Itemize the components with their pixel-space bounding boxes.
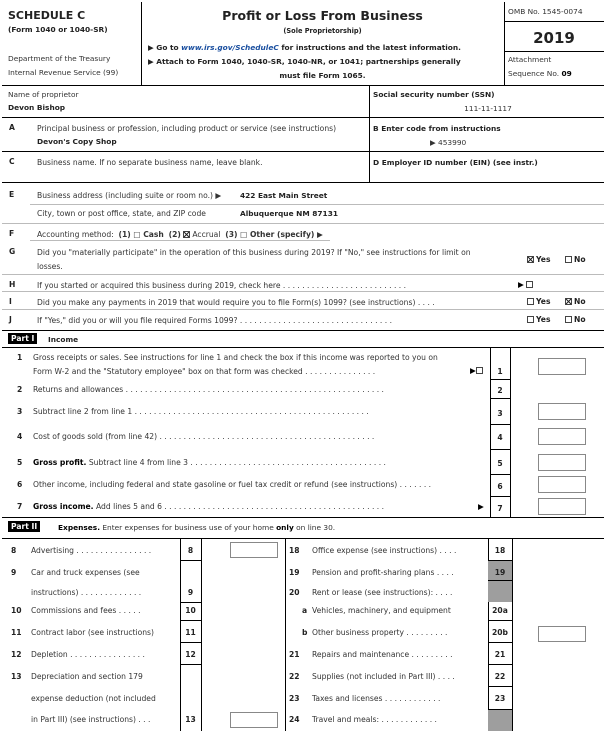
line-5-bold: Gross profit. [33,458,87,467]
expense-line-label: Advertising . . . . . . . . . . . . . . . . [31,546,152,555]
expense-box-number: 21 [494,650,506,659]
line-e-letter: E [9,190,15,199]
line-4-number: 4 [17,432,23,441]
part2-title [58,523,335,532]
line-6-number: 6 [17,480,23,489]
tax-year: 2019 [533,29,575,47]
line-7-number: 7 [17,502,23,511]
expense-box-number: 12 [185,650,196,659]
i-yes-checkbox[interactable] [527,298,534,305]
i-no-checkbox[interactable] [565,298,572,305]
expense-box-number: 9 [187,588,194,597]
line-6-box-number: 6 [497,482,503,491]
expense-line-number: 19 [289,568,300,577]
part2-title-bold: Expenses. [58,523,100,532]
principal-business-value[interactable]: Devon's Copy Shop [37,137,117,146]
expense-line-number: 23 [289,694,300,703]
expense-line-number: 8 [11,546,17,555]
line-j-label: If "Yes," did you or will you file required Forms 1099? . . . . . . . . . . . . . . . . . . . . . . . . . . . . . . . . [37,316,392,325]
city-label: City, town or post office, state, and ZIP code [37,209,206,218]
line-a-label: Principal business or profession, including product or service (see instructions) [37,124,337,133]
attach-line-2: must file Form 1065. [279,71,366,80]
line-g-label-1: Did you "materially participate" in the operation of this business during 2019? If "No," see instructions for limit on [37,248,471,257]
g-no-option[interactable] [565,255,586,264]
line-c-label: Business name. If no separate business name, leave blank. [37,158,263,167]
expense-line-label: Rent or lease (see instructions): . . . . [312,588,453,597]
line-a-letter: A [9,123,15,132]
expense-line-label: Depreciation and section 179 [31,672,143,681]
line-1-text-2: Form W-2 and the "Statutory employee" box on that form was checked . . . . . . . . . . . . . . . [33,367,376,376]
expense-line-label: Contract labor (see instructions) [31,628,154,637]
expense-line-label: in Part III) (see instructions) . . . [31,715,151,724]
expense-line-label: Repairs and maintenance . . . . . . . . . [312,650,453,659]
part1-tag: Part I [8,333,37,344]
part2-title-text-2: on line 30. [293,523,336,532]
expense-line-number: a [302,606,308,615]
line-4-input[interactable] [538,428,586,445]
attach-line-1: ▶ Attach to Form 1040, 1040-SR, 1040-NR, or 1041; partnerships generally [148,57,461,66]
line-3-number: 3 [17,407,23,416]
line-b-label: B Enter code from instructions [373,124,501,133]
expense-line-number: 13 [11,672,22,681]
expense-line-number: 21 [289,650,300,659]
i-no-label: No [574,297,586,306]
department-line-2: Internal Revenue Service (99) [8,68,119,77]
ssn-label: Social security number (SSN) [373,90,495,99]
i-no-option[interactable] [565,297,586,306]
line-1-check[interactable] [470,366,485,375]
expense-line-number: 9 [11,568,17,577]
expense-box-number: 11 [185,628,196,637]
line-20-shade [488,560,512,602]
j-yes-option[interactable] [527,315,550,324]
i-yes-label: Yes [536,297,551,306]
j-yes-label: Yes [536,315,551,324]
expense-box-number: 18 [494,546,506,555]
business-code-value[interactable]: ▶ 453990 [430,138,467,147]
line-1-number: 1 [17,353,23,362]
business-address-value[interactable]: 422 East Main Street [240,191,328,200]
accrual-label: Accrual [192,230,221,239]
line-3-input[interactable] [538,403,586,420]
expense-line-number: 20 [289,588,300,597]
line-7-text: Add lines 5 and 6 . . . . . . . . . . . . . . . . . . . . . . . . . . . . . . . . . . . . . . . . . . . . . . [93,502,385,511]
j-no-checkbox[interactable] [565,316,572,323]
g-no-checkbox[interactable] [565,256,572,263]
line-6-text: Other income, including federal and state gasoline or fuel tax credit or refund (see instructions) . . . . . . . [33,480,432,489]
sequence-number: 09 [561,69,572,78]
line-g-label-2: losses. [37,262,63,271]
expense-line-number: 12 [11,650,22,659]
h-checkbox[interactable] [526,281,533,288]
line-5-label [33,458,386,467]
cash-option[interactable]: (1) □ Cash [118,230,164,239]
line-7-label [33,502,384,511]
proprietor-name[interactable]: Devon Bishop [8,103,66,112]
expense-line-label: Commissions and fees . . . . . [31,606,141,615]
sequence-label [508,69,572,78]
form-title: Profit or Loss From Business [222,8,423,23]
line-h-letter: H [9,280,16,289]
omb-number: OMB No. 1545-0074 [508,7,583,16]
other-option[interactable]: (3) □ Other (specify) ▶ [225,230,323,239]
h-checkbox-group[interactable] [518,280,535,289]
expense-line-number: 18 [289,546,300,555]
line-5-box-number: 5 [497,459,503,468]
line-7-input[interactable] [538,498,586,515]
goto-instructions [148,43,461,52]
j-no-label: No [574,315,586,324]
expense-box-number: 19 [494,568,506,577]
part2-tag: Part II [8,521,40,532]
expense-box-number: 22 [494,672,506,681]
line-e-label: Business address (including suite or room no.) ▶ [37,191,222,200]
line-4-box-number: 4 [497,433,503,442]
line-d-label: D Employer ID number (EIN) (see instr.) [373,158,538,167]
line-c-letter: C [9,157,15,166]
statutory-employee-checkbox[interactable] [476,367,483,374]
g-yes-label: Yes [536,255,551,264]
j-no-option[interactable] [565,315,586,324]
expense-line-label: Car and truck expenses (see [31,568,140,577]
line-7-arrow: ▶ [478,502,484,511]
expense-line-number: 22 [289,672,300,681]
expense-box-number: 20a [492,606,508,615]
line-j-letter: J [9,315,12,324]
expense-line-label: Supplies (not included in Part III) . . . . [312,672,455,681]
g-no-label: No [574,255,586,264]
expense-line-label: instructions) . . . . . . . . . . . . . [31,588,142,597]
h-arrow: ▶ [518,280,524,289]
line-3-box-number: 3 [497,409,503,418]
expense-box-number: 10 [185,606,196,615]
g-yes-checkbox[interactable] [527,256,534,263]
line-7-bold: Gross income. [33,502,94,511]
accrual-checkbox[interactable] [183,231,190,238]
expense-line-label: expense deduction (not included [31,694,156,703]
expense-box-number: 8 [187,546,194,555]
g-yes-option[interactable] [527,255,550,264]
line-1-text-1: Gross receipts or sales. See instructions for line 1 and check the box if this income was reported to you on [33,353,438,362]
expense-box-number: 20b [491,628,508,637]
expense-line-label: Depletion . . . . . . . . . . . . . . . . [31,650,145,659]
line-1-box-number: 1 [497,367,503,376]
line-f-letter: F [9,229,15,238]
line-2-box-number: 2 [497,386,503,395]
expense-box-number: 23 [494,694,506,703]
accounting-method-label: Accounting method: [37,230,114,239]
line-g-letter: G [9,247,16,256]
part1-title: Income [48,335,79,344]
line-5-input[interactable] [538,454,586,471]
expense-box-number: 13 [185,715,196,724]
expense-line-number: 24 [289,715,300,724]
sequence-text: Sequence No. [508,69,562,78]
line-2-number: 2 [17,385,23,394]
line-i-letter: I [9,297,12,306]
line-24-shade [488,709,512,731]
accrual-number: (2) [168,230,181,239]
expense-line-label: Vehicles, machinery, and equipment [312,606,451,615]
line-5-number: 5 [17,458,23,467]
line-4-text: Cost of goods sold (from line 42) . . . . . . . . . . . . . . . . . . . . . . . . . . . . . . . . . . . . . . . . . . . . . [33,432,375,441]
expense-line-label: Office expense (see instructions) . . . . [312,546,457,555]
line-1-arrow: ▶ [470,366,476,375]
i-yes-option[interactable] [527,297,550,306]
line-h-label: If you started or acquired this business during 2019, check here . . . . . . . . . . . . . . . . . . . . . . . . . . [37,281,407,290]
line-3-text: Subtract line 2 from line 1 . . . . . . . . . . . . . . . . . . . . . . . . . . . . . . . . . . . . . . . . . . . . . . . . . [33,407,369,416]
department-line-1: Department of the Treasury [8,54,111,63]
line-13-input[interactable] [230,712,278,728]
expense-line-number: 10 [11,606,22,615]
goto-suffix: for instructions and the latest information. [278,43,461,52]
line-8-input[interactable] [230,542,278,558]
line-20b-input[interactable] [538,626,586,642]
expense-line-number: 11 [11,628,22,637]
part2-title-text-1: Enter expenses for business use of your home [100,523,277,532]
attachment-label: Attachment [508,55,552,64]
goto-prefix: ▶ Go to [148,43,182,52]
line-2-text: Returns and allowances . . . . . . . . . . . . . . . . . . . . . . . . . . . . . . . . . . . . . . . . . . . . . . . . . . . . . . [33,385,384,394]
schedule-title: SCHEDULE C [8,9,86,22]
proprietor-name-label: Name of proprietor [8,90,79,99]
line-7-box-number: 7 [497,504,503,513]
city-value[interactable]: Albuquerque NM 87131 [240,209,338,218]
j-yes-checkbox[interactable] [527,316,534,323]
line-1-input[interactable] [538,358,586,375]
ssn-value[interactable]: 111-11-1117 [464,104,512,113]
line-i-label: Did you make any payments in 2019 that would require you to file Form(s) 1099? (see instructions) . . . . [37,298,435,307]
line-5-text: Subtract line 4 from line 3 . . . . . . . . . . . . . . . . . . . . . . . . . . . . . . . . . . . . . . . . . [86,458,386,467]
line-6-input[interactable] [538,476,586,493]
form-subtitle: (Sole Proprietorship) [283,27,362,35]
expense-line-number: b [302,628,308,637]
expense-line-label: Other business property . . . . . . . . . [312,628,448,637]
expense-line-label: Travel and meals: . . . . . . . . . . . . [312,715,437,724]
expense-line-label: Taxes and licenses . . . . . . . . . . . . [312,694,441,703]
accounting-method-row [37,230,323,239]
part2-title-only: only [276,523,294,532]
expense-line-label: Pension and profit-sharing plans . . . . [312,568,454,577]
goto-link[interactable]: www.irs.gov/ScheduleC [181,43,279,52]
form-reference: (Form 1040 or 1040-SR) [8,25,108,34]
